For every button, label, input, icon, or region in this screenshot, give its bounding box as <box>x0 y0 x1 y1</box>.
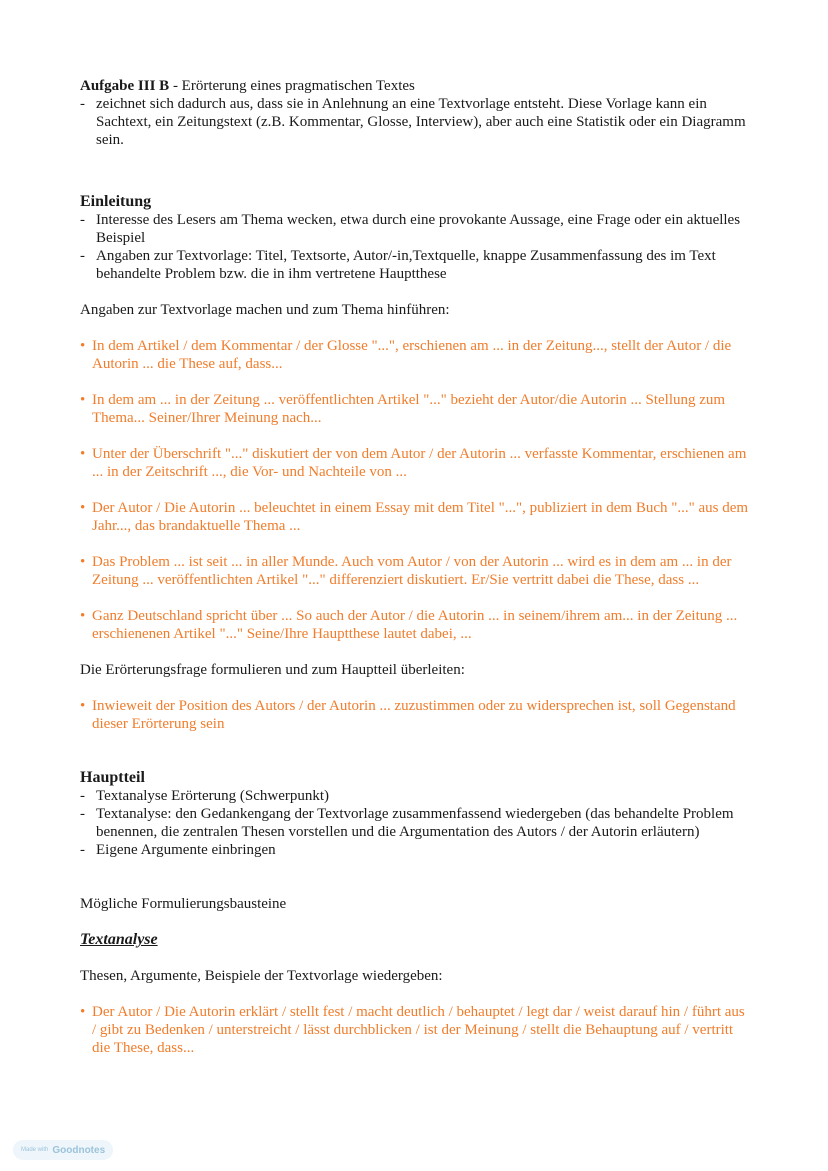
list-item: - Interesse des Lesers am Thema wecken, etwa durch eine provokante Aussage, eine Frage oder ein aktuelles Beispiel <box>80 211 752 247</box>
example-item: • Inwieweit der Position des Autors / der Autorin ... zuzustimmen oder zu widersprechen ist, soll Gegenstand dieser Erörterung sein <box>80 697 752 733</box>
example-item: • Der Autor / Die Autorin erklärt / stellt fest / macht deutlich / behauptet / legt dar / weist darauf hin / führt aus / gibt zu Bedenken / unterstreicht / lässt durchblicken / ist der Meinung / stellt die Behauptung auf / vertritt die These, dass... <box>80 1003 752 1057</box>
aufgabe-points <box>80 95 752 149</box>
list-item: - zeichnet sich dadurch aus, dass sie in Anlehnung an eine Textvorlage entsteht. Diese Vorlage kann ein Sachtext, ein Zeitungstext (z.B. Kommentar, Glosse, Interview), aber auch eine Statistik oder ein Diagramm sein. <box>80 95 752 149</box>
einleitung-points <box>80 211 752 283</box>
thesen-examples <box>80 1003 752 1057</box>
aufgabe-heading <box>80 77 752 95</box>
hauptteil-points <box>80 787 752 859</box>
list-item: - Textanalyse Erörterung (Schwerpunkt) <box>80 787 752 805</box>
goodnotes-watermark <box>13 1140 113 1160</box>
thesen-line: Thesen, Argumente, Beispiele der Textvorlage wiedergeben: <box>80 968 443 984</box>
example-item: • Unter der Überschrift "..." diskutiert der von dem Autor / der Autorin ... verfasste Kommentar, erschienen am ... in der Zeitschrift ..., die Vor- und Nachteile von ... <box>80 445 752 481</box>
einleitung-examples <box>80 337 752 643</box>
question-line: Die Erörterungsfrage formulieren und zum Hauptteil überleiten: <box>80 662 465 678</box>
example-item: • Das Problem ... ist seit ... in aller Munde. Auch vom Autor / von der Autorin ... wird es in dem am ... in der Zeitung ... veröffentlichten Artikel "..." differenziert diskutiert. Er/Sie vertritt dabei die These, dass ... <box>80 553 752 589</box>
hauptteil-heading: Hauptteil <box>80 769 145 786</box>
list-item: - Textanalyse: den Gedankengang der Textvorlage zusammenfassend wiedergeben (das behandelte Problem benennen, die zentralen Thesen vorstellen und die Argumentation des Autors / der Autorin erläutern) <box>80 805 752 841</box>
example-item: • Ganz Deutschland spricht über ... So auch der Autor / die Autorin ... in seinem/ihrem am... in der Zeitung ... erschienenen Artikel "..." Seine/Ihre Hauptthese lautet dabei, ... <box>80 607 752 643</box>
watermark-small-text: Made with <box>21 1147 49 1153</box>
list-item: - Eigene Argumente einbringen <box>80 841 752 859</box>
einleitung-heading: Einleitung <box>80 193 152 210</box>
example-item: • In dem Artikel / dem Kommentar / der Glosse "...", erschienen am ... in der Zeitung..., stellt der Autor / die Autorin ... die These auf, dass... <box>80 337 752 373</box>
watermark-brand: Goodnotes <box>52 1144 106 1156</box>
textanalyse-heading: Textanalyse <box>80 931 158 948</box>
example-item: • Der Autor / Die Autorin ... beleuchtet in einem Essay mit dem Titel "...", publiziert in dem Buch "..." aus dem Jahr..., das brandaktuelle Thema ... <box>80 499 752 535</box>
question-examples <box>80 697 752 733</box>
aufgabe-subtitle: - Erörterung eines pragmatischen Textes <box>169 78 415 94</box>
document-page <box>80 77 752 1075</box>
example-item: • In dem am ... in der Zeitung ... veröffentlichten Artikel "..." bezieht der Autor/die Autorin ... Stellung zum Thema... Seiner/Ihrer Meinung nach... <box>80 391 752 427</box>
formulierung-line: Mögliche Formulierungsbausteine <box>80 896 287 912</box>
aufgabe-title: Aufgabe III B <box>80 78 170 94</box>
einleitung-intro-line: Angaben zur Textvorlage machen und zum Thema hinführen: <box>80 302 450 318</box>
list-item: - Angaben zur Textvorlage: Titel, Textsorte, Autor/-in,Textquelle, knappe Zusammenfassung des im Text behandelte Problem bzw. die in ihm vertretene Hauptthese <box>80 247 752 283</box>
